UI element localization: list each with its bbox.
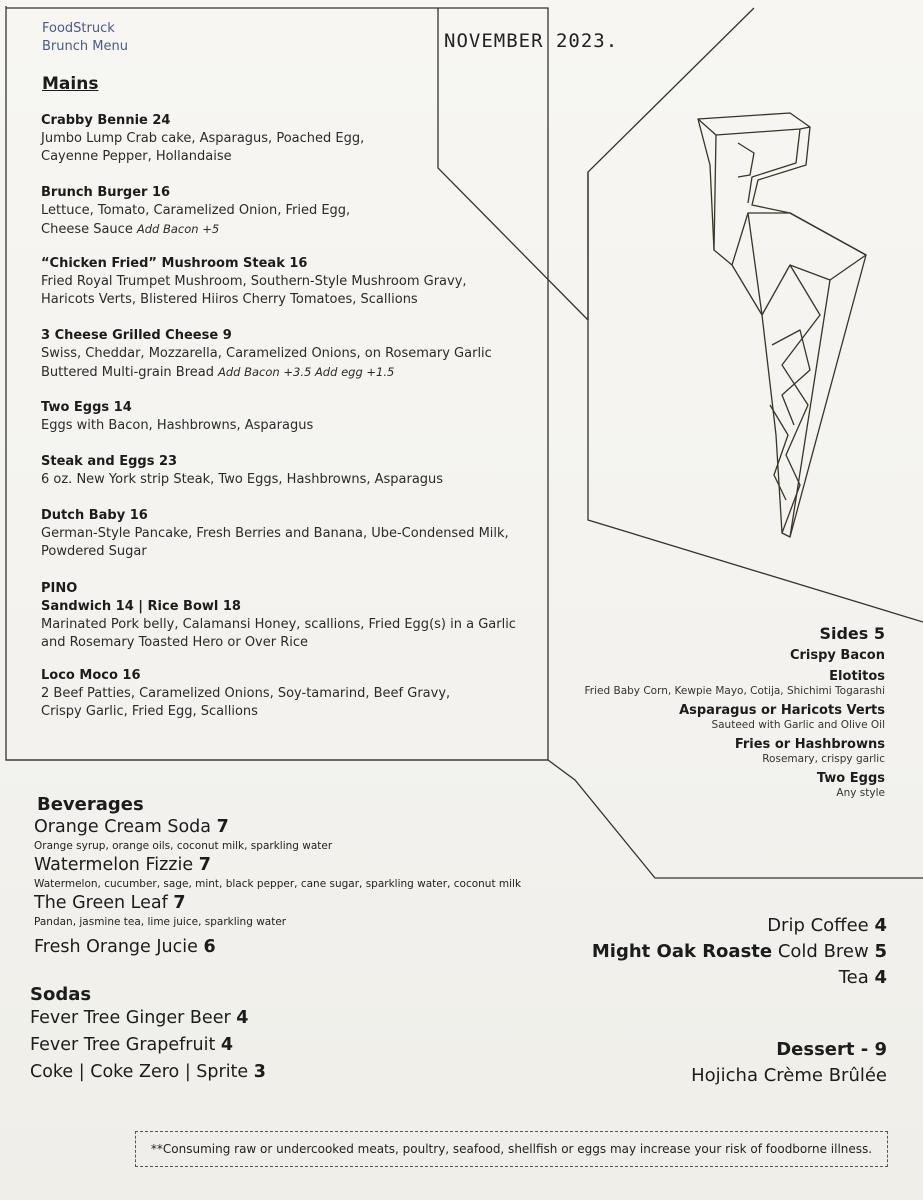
item-desc: Marinated Pork belly, Calamansi Honey, scallions, Fried Egg(s) in a Garlic <box>41 617 516 632</box>
item-desc: Crispy Garlic, Fried Egg, Scallions <box>41 704 258 719</box>
lightning-bolt-logo-icon <box>690 105 890 545</box>
soda-price: 4 <box>236 1008 249 1028</box>
beverage-price: 7 <box>216 817 229 837</box>
item-title: Crabby Bennie 24 <box>41 113 171 128</box>
item-desc: Powdered Sugar <box>41 544 147 559</box>
brand-name: FoodStruck <box>42 21 115 36</box>
item-addon: Add Bacon +5 <box>136 222 220 236</box>
tea: Tea 4 <box>838 967 887 988</box>
sodas-heading: Sodas <box>30 984 92 1005</box>
menu-item-brunch-burger <box>41 184 541 239</box>
brand-block <box>42 20 128 56</box>
menu-type: Brunch Menu <box>42 39 128 54</box>
menu-item-crabby-bennie <box>41 112 541 166</box>
menu-item-pino <box>41 580 541 652</box>
beverage-desc: Pandan, jasmine tea, lime juice, sparkling water <box>34 916 287 928</box>
item-title: PINO <box>41 581 78 596</box>
side-title: Elotitos <box>829 669 885 684</box>
item-title: Two Eggs 14 <box>41 400 132 415</box>
item-subtitle: Sandwich 14 | Rice Bowl 18 <box>41 599 241 614</box>
dessert-heading: Dessert - 9 <box>776 1039 887 1060</box>
beverage-name: Orange Cream Soda 7 <box>34 817 229 837</box>
foodborne-illness-notice: **Consuming raw or undercooked meats, poultry, seafood, shellfish or eggs may increase your risk of foodborne illness. <box>135 1131 888 1167</box>
menu-item-two-eggs <box>41 399 541 435</box>
beverages-section <box>34 794 521 959</box>
side-title: Two Eggs <box>816 771 885 786</box>
item-addon: Add Bacon +3.5 Add egg +1.5 <box>218 365 395 379</box>
menu-item-mushroom-steak <box>41 255 541 309</box>
juice-name: Fresh Orange Jucie 6 <box>34 937 216 957</box>
beverage-desc: Watermelon, cucumber, sage, mint, black pepper, cane sugar, sparkling water, coconut milk <box>34 878 522 890</box>
soda-item: Fever Tree Grapefruit 4 <box>30 1035 234 1055</box>
side-desc: Any style <box>836 787 885 799</box>
menu-month: NOVEMBER 2023. <box>444 30 619 52</box>
cold-brew: Might Oak Roaste Cold Brew 5 <box>591 941 887 962</box>
drip-price: 4 <box>874 915 887 936</box>
menu-item-dutch-baby <box>41 507 541 561</box>
item-title: Brunch Burger 16 <box>41 185 171 200</box>
cold-brew-price: 5 <box>874 941 887 962</box>
sides-heading: Sides 5 <box>819 624 885 643</box>
item-desc: 2 Beef Patties, Caramelized Onions, Soy-tamarind, Beef Gravy, <box>41 686 451 701</box>
item-title: Steak and Eggs 23 <box>41 454 178 469</box>
beverage-name: The Green Leaf 7 <box>34 893 186 913</box>
item-title: Dutch Baby 16 <box>41 508 148 523</box>
side-desc: Sauteed with Garlic and Olive Oil <box>711 719 885 731</box>
item-title: 3 Cheese Grilled Cheese 9 <box>41 328 232 343</box>
tea-price: 4 <box>874 967 887 988</box>
side-desc: Rosemary, crispy garlic <box>762 753 885 765</box>
menu-item-grilled-cheese <box>41 327 541 382</box>
item-desc: Haricots Verts, Blistered Hiiros Cherry Tomatoes, Scallions <box>41 292 418 307</box>
beverage-name: Watermelon Fizzie 7 <box>34 855 211 875</box>
item-desc: Cheese Sauce <box>41 222 133 237</box>
item-desc: Cayenne Pepper, Hollandaise <box>41 149 232 164</box>
beverage-price: 7 <box>173 893 186 913</box>
drip-coffee: Drip Coffee 4 <box>767 915 887 936</box>
item-desc: Buttered Multi-grain Bread <box>41 365 214 380</box>
beverages-heading: Beverages <box>37 794 144 815</box>
menu-item-loco-moco <box>41 667 541 721</box>
item-desc: and Rosemary Toasted Hero or Over Rice <box>41 635 309 650</box>
side-title: Crispy Bacon <box>789 648 885 663</box>
side-desc: Fried Baby Corn, Kewpie Mayo, Cotija, Shichimi Togarashi <box>584 685 885 697</box>
item-desc: Fried Royal Trumpet Mushroom, Southern-Style Mushroom Gravy, <box>41 274 467 289</box>
soda-price: 4 <box>220 1035 234 1055</box>
juice-price: 6 <box>203 937 216 957</box>
soda-item: Fever Tree Ginger Beer 4 <box>30 1008 249 1028</box>
item-desc: Jumbo Lump Crab cake, Asparagus, Poached Egg, <box>41 131 365 146</box>
beverage-desc: Orange syrup, orange oils, coconut milk, sparkling water <box>34 840 333 852</box>
beverage-price: 7 <box>198 855 211 875</box>
soda-item: Coke | Coke Zero | Sprite 3 <box>30 1062 266 1082</box>
dessert-section <box>691 1037 887 1089</box>
item-title: “Chicken Fried” Mushroom Steak 16 <box>41 256 308 271</box>
item-desc: 6 oz. New York strip Steak, Two Eggs, Hashbrowns, Asparagus <box>41 472 444 487</box>
item-desc: Eggs with Bacon, Hashbrowns, Asparagus <box>41 418 314 433</box>
dessert-item: Hojicha Crème Brûlée <box>691 1065 887 1086</box>
soda-price: 3 <box>253 1062 266 1082</box>
item-title: Loco Moco 16 <box>41 668 141 683</box>
sodas-section <box>30 984 266 1086</box>
mains-heading: Mains <box>42 74 99 94</box>
menu-item-steak-and-eggs <box>41 453 541 489</box>
item-desc: German-Style Pancake, Fresh Berries and Banana, Ube-Condensed Milk, <box>41 526 509 541</box>
item-desc: Lettuce, Tomato, Caramelized Onion, Fried Egg, <box>41 203 351 218</box>
coffee-section <box>592 913 887 991</box>
roaster-name: Might Oak Roaste <box>591 941 773 962</box>
side-title: Fries or Hashbrowns <box>734 737 885 752</box>
sides-section <box>525 624 885 800</box>
item-desc: Swiss, Cheddar, Mozzarella, Caramelized Onions, on Rosemary Garlic <box>41 346 492 361</box>
side-title: Asparagus or Haricots Verts <box>679 703 885 718</box>
